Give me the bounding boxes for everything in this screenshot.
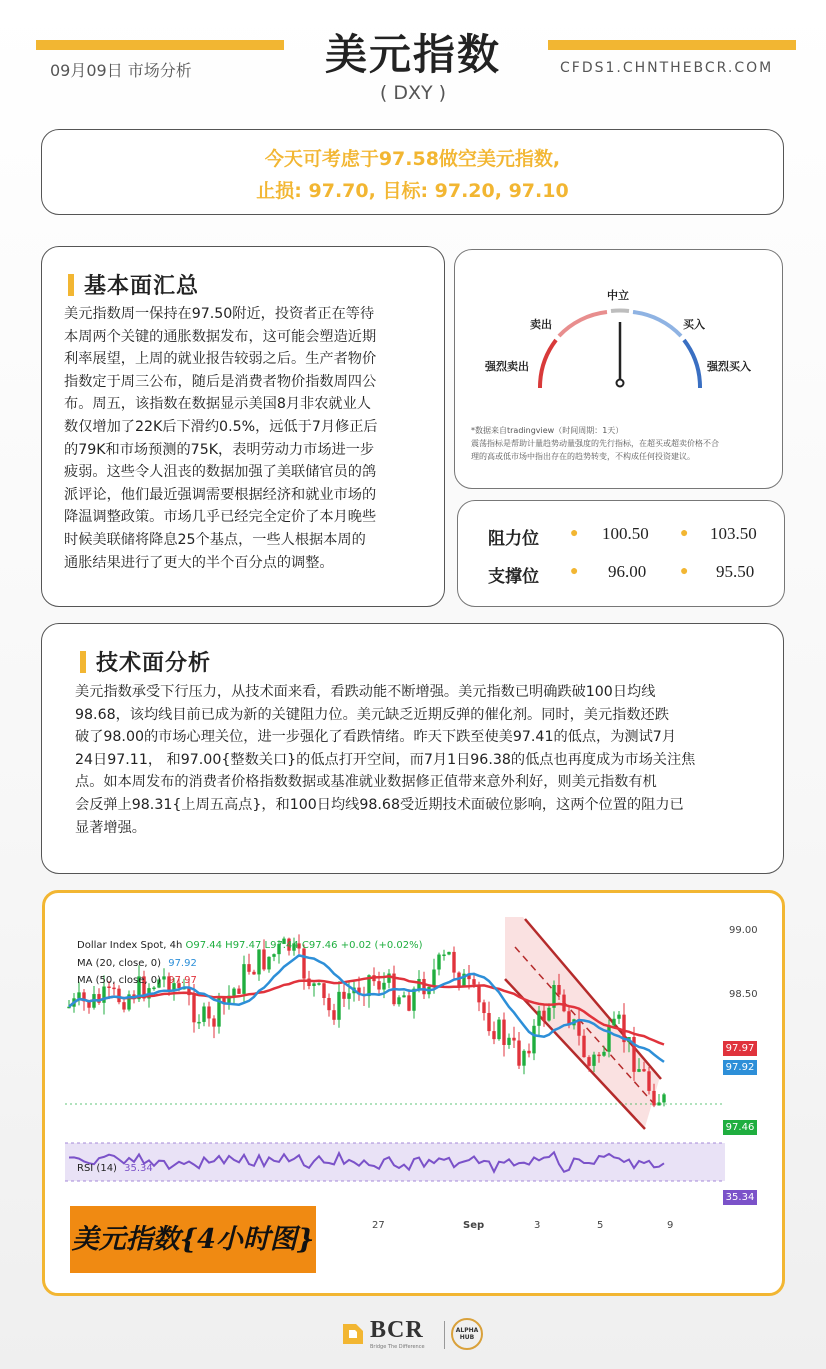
ma50-legend bbox=[77, 975, 197, 986]
candle-body bbox=[317, 983, 320, 985]
candle-body bbox=[527, 1051, 530, 1054]
ma50-price-tag: 97.97 bbox=[723, 1041, 757, 1056]
x-label: Sep bbox=[463, 1220, 485, 1231]
axis-label-9850: 98.50 bbox=[729, 989, 758, 1000]
candle-body bbox=[617, 1015, 620, 1019]
ma20-legend-label: MA (20, close, 0) bbox=[77, 958, 162, 969]
chart-change: +0.02 (+0.02%) bbox=[340, 940, 423, 951]
candle-body bbox=[107, 987, 110, 989]
resistance-2: 103.50 bbox=[710, 524, 757, 543]
text-line: 派评论，他们最近强调需要根据经济和就业市场的 bbox=[64, 486, 377, 503]
candle-body bbox=[642, 1069, 645, 1071]
ma20-legend bbox=[77, 958, 197, 969]
alpha-hub-line1: ALPHA bbox=[455, 1327, 479, 1334]
text-line: 时候美联储将降息25个基点，一些人根据本周的 bbox=[64, 531, 366, 548]
candle-body bbox=[587, 1057, 590, 1066]
x-label: 3 bbox=[534, 1220, 541, 1231]
rsi-legend-label: RSI (14) bbox=[77, 1163, 117, 1174]
candle-body bbox=[522, 1051, 525, 1066]
candle-body bbox=[237, 989, 240, 994]
candle-body bbox=[657, 1102, 660, 1105]
candle-body bbox=[122, 1002, 125, 1009]
candle-body bbox=[517, 1041, 520, 1066]
text-line: 点。如本周发布的消费者价格指数数据或基准就业数据修正值带来意外利好，则美元指数有机 bbox=[75, 774, 657, 791]
candle-body bbox=[232, 989, 235, 996]
rsi-legend bbox=[77, 1163, 153, 1174]
footer-divider bbox=[444, 1321, 445, 1349]
candle-body bbox=[242, 964, 245, 994]
fundamentals-title: 基本面汇总 bbox=[68, 269, 199, 300]
candle-body bbox=[397, 997, 400, 1004]
candle-body bbox=[437, 955, 440, 970]
chart-symbol: Dollar Index Spot, 4h bbox=[77, 940, 183, 951]
candle-body bbox=[192, 995, 195, 1022]
candle-body bbox=[652, 1091, 655, 1106]
text-line: 24日97.11， 和97.00{整数关口}的低点打开空间，而7月1日96.38的低点也再度成为市场关注焦 bbox=[75, 751, 696, 768]
gauge-arc-strong-sell bbox=[540, 340, 556, 388]
candle-body bbox=[452, 952, 455, 973]
candle-body bbox=[562, 995, 565, 1012]
gauge-arc-sell bbox=[559, 312, 607, 336]
candle-body bbox=[77, 992, 80, 998]
text-line: 降温调整政策。市场几乎已经完全定价了本月晚些 bbox=[64, 509, 377, 526]
text-line: 数仅增加了22K后下滑约0.5%，远低于7月修正后 bbox=[64, 418, 378, 435]
bullet-icon: ● bbox=[570, 526, 579, 541]
last-price-tag: 97.46 bbox=[723, 1120, 757, 1135]
candle-body bbox=[117, 989, 120, 1002]
support-1: 96.00 bbox=[608, 562, 647, 581]
candle-body bbox=[612, 1019, 615, 1026]
technical-title: 技术面分析 bbox=[80, 646, 211, 677]
candle-body bbox=[537, 1011, 540, 1026]
candle-body bbox=[422, 979, 425, 994]
footer-logo bbox=[340, 1317, 490, 1353]
levels-card bbox=[457, 500, 785, 607]
gauge-arc-neutral bbox=[611, 310, 629, 311]
candle-body bbox=[387, 974, 390, 983]
gauge-label-neutral: 中立 bbox=[607, 289, 629, 302]
gauge-note bbox=[471, 424, 771, 463]
candle-body bbox=[512, 1038, 515, 1041]
candle-body bbox=[637, 1069, 640, 1072]
candle-body bbox=[202, 1006, 205, 1021]
candle-body bbox=[557, 985, 560, 995]
candle-body bbox=[382, 983, 385, 990]
candle-body bbox=[582, 1036, 585, 1057]
footer-brand: BCR bbox=[370, 1317, 424, 1343]
candle-body bbox=[432, 970, 435, 987]
rsi-price-tag: 35.34 bbox=[723, 1190, 757, 1205]
candle-body bbox=[542, 1011, 545, 1021]
candle-body bbox=[407, 995, 410, 1010]
gauge-note-line: 理的高或低市场中指出存在的趋势转变，不构成任何投资建议。 bbox=[471, 452, 695, 461]
text-line: 破了98.00的市场心理关位，进一步强化了看跌情绪。昨天下跌至使美97.41的低点，为测试7月 bbox=[75, 729, 677, 746]
candle-body bbox=[152, 988, 155, 990]
x-label: 9 bbox=[667, 1220, 674, 1231]
text-line: 美元指数承受下行压力，从技术面来看，看跌动能不断增强。美元指数已明确跌破100日均线 bbox=[75, 684, 656, 700]
candle-body bbox=[197, 1022, 200, 1024]
candle-body bbox=[487, 1013, 490, 1031]
candle-body bbox=[482, 1002, 485, 1013]
gauge-pivot bbox=[617, 380, 624, 387]
candle-body bbox=[312, 983, 315, 986]
resistance-label: 阻力位 bbox=[488, 529, 539, 549]
x-label: 5 bbox=[597, 1220, 604, 1231]
candle-body bbox=[377, 981, 380, 989]
bullet-icon: ● bbox=[680, 526, 689, 541]
candle-body bbox=[272, 954, 275, 957]
candle-body bbox=[347, 993, 350, 999]
chart-frame bbox=[42, 890, 785, 1296]
fundamentals-card bbox=[41, 246, 445, 607]
site-url: CFDS1.CHNTHEBCR.COM bbox=[560, 60, 774, 76]
bcr-logo-icon bbox=[340, 1321, 366, 1347]
technical-text bbox=[75, 681, 765, 839]
chart-open: O97.44 bbox=[185, 940, 222, 951]
gauge-note-line: *数据来自tradingview（时间周期：1天） bbox=[471, 426, 624, 435]
text-line: 布。周五，该指数在数据显示美国8月非农就业人 bbox=[64, 396, 371, 413]
candle-body bbox=[337, 992, 340, 1020]
support-label: 支撑位 bbox=[488, 567, 539, 587]
support-row bbox=[458, 562, 784, 592]
resistance-1: 100.50 bbox=[602, 524, 649, 543]
ma50-legend-label: MA (50, close, 0) bbox=[77, 975, 162, 986]
candle-body bbox=[607, 1025, 610, 1051]
bullet-icon: ● bbox=[570, 564, 579, 579]
footer-tagline: Bridge The Difference bbox=[370, 1344, 425, 1350]
candle-body bbox=[477, 985, 480, 1003]
candle-body bbox=[207, 1006, 210, 1018]
text-line: 的79K和市场预测的75K，表明劳动力市场进一步 bbox=[64, 441, 375, 458]
candle-body bbox=[327, 998, 330, 1010]
candle-body bbox=[302, 949, 305, 979]
gauge-arc-buy bbox=[633, 312, 681, 336]
recommendation-card bbox=[41, 129, 784, 215]
sentiment-gauge bbox=[455, 250, 784, 410]
text-line: 显著增强。 bbox=[75, 819, 146, 836]
candle-body bbox=[447, 952, 450, 955]
chart-low: L97.44 bbox=[264, 940, 299, 951]
ma50-legend-value: 97.97 bbox=[168, 975, 197, 986]
text-line: 利率展望，上周的就业报告较弱之后。生产者物价 bbox=[64, 351, 377, 368]
recommendation-line1: 今天可考虑于97.58做空美元指数, bbox=[264, 148, 561, 170]
candle-body bbox=[257, 949, 260, 974]
gauge-arc-strong-buy bbox=[684, 340, 700, 388]
candle-body bbox=[332, 1010, 335, 1020]
gauge-note-line: 震荡指标是帮助计量趋势动量强度的先行指标，在超买或超卖价格不合 bbox=[471, 439, 719, 448]
gauge-card bbox=[454, 249, 783, 489]
text-line: 指数定于周三公布，随后是消费者物价指数周四公 bbox=[64, 373, 377, 390]
candle-body bbox=[267, 957, 270, 970]
candle-body bbox=[507, 1038, 510, 1045]
candle-body bbox=[402, 995, 405, 997]
candle-body bbox=[212, 1018, 215, 1026]
gauge-label-buy: 买入 bbox=[683, 318, 705, 331]
candle-body bbox=[412, 989, 415, 1011]
text-line: 本周两个关键的通胀数据发布，这可能会塑造近期 bbox=[64, 328, 377, 345]
bullet-icon: ● bbox=[680, 564, 689, 579]
page-title: 美元指数 bbox=[324, 30, 501, 79]
gauge-label-sell: 卖出 bbox=[530, 318, 552, 331]
text-line: 98.68，该均线目前已成为新的关键阻力位。美元缺乏近期反弹的催化剂。同时，美元指数还跌 bbox=[75, 706, 669, 723]
candle-body bbox=[262, 949, 265, 969]
candle-body bbox=[532, 1026, 535, 1054]
technical-card bbox=[41, 623, 784, 874]
candle-body bbox=[502, 1020, 505, 1045]
candle-body bbox=[662, 1094, 665, 1102]
candle-body bbox=[342, 992, 345, 999]
text-line: 会反弹上98.31{上周五高点}，和100日均线98.68受近期技术面破位影响，这两个位置的阻力已 bbox=[75, 796, 684, 813]
candle-body bbox=[547, 1008, 550, 1021]
recommendation-line2: 止损: 97.70, 目标: 97.20, 97.10 bbox=[256, 180, 569, 202]
candle-body bbox=[492, 1031, 495, 1039]
chart-caption: 美元指数{4小时图} bbox=[70, 1206, 316, 1273]
text-line: 美元指数周一保持在97.50附近，投资者正在等待 bbox=[64, 306, 375, 322]
fundamentals-text bbox=[64, 303, 430, 574]
rsi-legend-value: 35.34 bbox=[124, 1163, 153, 1174]
candle-body bbox=[597, 1055, 600, 1057]
axis-label-99: 99.00 bbox=[729, 925, 758, 936]
chart-close: C97.46 bbox=[301, 940, 338, 951]
text-line: 通胀结果进行了更大的半个百分点的调整。 bbox=[64, 554, 334, 571]
page-subtitle: ( DXY ) bbox=[379, 82, 447, 104]
text-line: 疲弱。这些令人沮丧的数据加强了美联储官员的鸽 bbox=[64, 464, 377, 481]
candle-body bbox=[592, 1055, 595, 1066]
candle-body bbox=[472, 979, 475, 984]
candle-body bbox=[247, 964, 250, 972]
candle-body bbox=[112, 988, 115, 990]
ma20-legend-value: 97.92 bbox=[168, 958, 197, 969]
x-label: 27 bbox=[372, 1220, 385, 1231]
alpha-hub-badge bbox=[451, 1318, 483, 1350]
descending-channel bbox=[505, 917, 660, 1127]
date-label: 09月09日 市场分析 bbox=[50, 61, 192, 80]
alpha-hub-line2: HUB bbox=[459, 1334, 475, 1341]
resistance-row bbox=[458, 524, 784, 554]
candle-body bbox=[497, 1020, 500, 1040]
support-2: 95.50 bbox=[716, 562, 755, 581]
candle-body bbox=[602, 1052, 605, 1056]
ma20-price-tag: 97.92 bbox=[723, 1060, 757, 1075]
candle-body bbox=[442, 955, 445, 957]
candle-body bbox=[647, 1071, 650, 1091]
gauge-label-strong-buy: 强烈买入 bbox=[707, 360, 751, 373]
candle-body bbox=[322, 983, 325, 998]
chart-high: H97.47 bbox=[225, 940, 262, 951]
gauge-label-strong-sell: 强烈卖出 bbox=[485, 360, 529, 373]
candle-body bbox=[252, 972, 255, 975]
chart-header bbox=[77, 940, 423, 951]
